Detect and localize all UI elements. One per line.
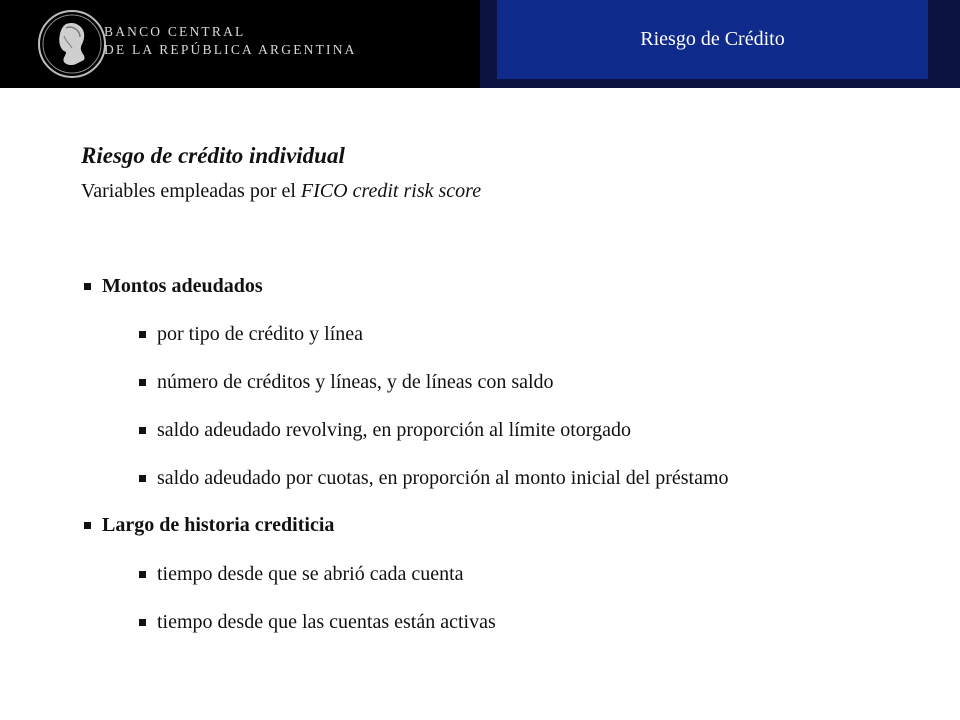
sub-bullet-item — [139, 323, 363, 346]
sub-bullet-item — [139, 371, 554, 394]
subtitle-prefix: Variables empleadas por el — [81, 180, 301, 202]
square-bullet-icon — [139, 475, 146, 482]
bank-name-line1: BANCO CENTRAL — [104, 24, 246, 39]
bullet-item — [84, 514, 334, 537]
bank-name-line2: DE LA REPÚBLICA ARGENTINA — [104, 42, 357, 57]
sub-bullet-item — [139, 611, 496, 634]
square-bullet-icon — [139, 427, 146, 434]
bullet-item — [84, 275, 263, 298]
bullet-text: tiempo desde que las cuentas están activas — [157, 611, 496, 633]
section-title: Riesgo de Crédito — [640, 28, 785, 50]
square-bullet-icon — [139, 331, 146, 338]
header-bar — [0, 0, 960, 88]
bullet-text: Largo de historia crediticia — [102, 514, 335, 536]
bullet-text: Montos adeudados — [102, 275, 263, 297]
slide-subtitle — [81, 180, 481, 203]
square-bullet-icon — [139, 379, 146, 386]
sub-bullet-item — [139, 563, 464, 586]
bank-portrait-seal-icon — [36, 8, 108, 80]
bullet-text: saldo adeudado revolving, en proporción al límite otorgado — [157, 419, 631, 441]
bullet-text: tiempo desde que se abrió cada cuenta — [157, 563, 464, 585]
square-bullet-icon — [84, 283, 91, 290]
square-bullet-icon — [139, 619, 146, 626]
square-bullet-icon — [84, 522, 91, 529]
bullet-text: número de créditos y líneas, y de líneas con saldo — [157, 371, 554, 393]
slide-title: Riesgo de crédito individual — [81, 143, 345, 168]
subtitle-emphasis: FICO credit risk score — [300, 180, 482, 202]
sub-bullet-item — [139, 467, 729, 490]
sub-bullet-item — [139, 419, 631, 442]
bullet-text: por tipo de crédito y línea — [157, 323, 364, 345]
bullet-text: saldo adeudado por cuotas, en proporción al monto inicial del préstamo — [157, 467, 729, 489]
square-bullet-icon — [139, 571, 146, 578]
